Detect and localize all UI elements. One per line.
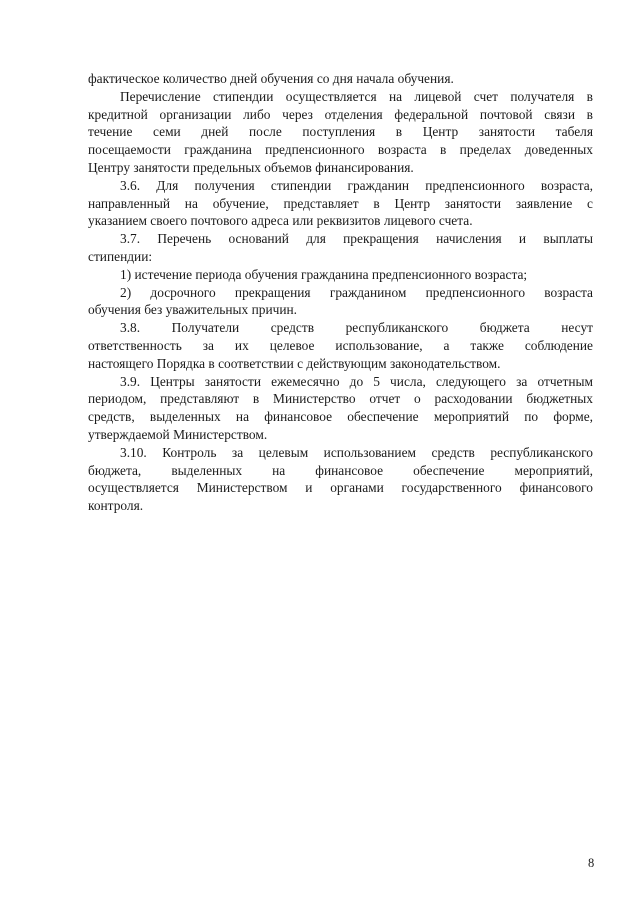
page-number: 8 <box>588 856 595 870</box>
paragraph-list-item-1 <box>88 266 593 284</box>
paragraph-list-item-2 <box>88 284 593 320</box>
paragraph-3-9 <box>88 373 593 444</box>
paragraph-3-10 <box>88 444 593 515</box>
text-line: посещаемости гражданина предпенсионного возраста в пределах доведенных <box>88 142 593 158</box>
text-line: осуществляется Министерством и органами государственного финансового <box>88 480 593 496</box>
text-line: утверждаемой Министерством. <box>88 426 268 442</box>
paragraph-3-8 <box>88 319 593 372</box>
text-line: периодом, представляют в Министерство отчет о расходовании бюджетных <box>88 391 593 407</box>
text-line: настоящего Порядка в соответствии с действующим законодательством. <box>88 355 501 371</box>
text-line: кредитной организации либо через отделения федеральной почтовой связи в <box>88 106 593 122</box>
text-line: 2) досрочного прекращения гражданином предпенсионного возраста <box>120 284 593 300</box>
text-line: обучения без уважительных причин. <box>88 302 298 318</box>
text-line: средств, выделенных на финансовое обеспечение мероприятий по форме, <box>88 409 593 425</box>
text-line: указанием своего почтового адреса или реквизитов лицевого счета. <box>88 213 473 229</box>
text-line: 3.6. Для получения стипендии гражданин предпенсионного возраста, <box>120 177 593 193</box>
paragraph-3-6 <box>88 177 593 230</box>
text-line: 3.7. Перечень оснований для прекращения начисления и выплаты <box>120 231 593 247</box>
text-line: ответственность за их целевое использование, а также соблюдение <box>88 337 593 353</box>
text-line: Центру занятости предельных объемов финансирования. <box>88 159 414 175</box>
text-line: 1) истечение периода обучения гражданина предпенсионного возраста; <box>120 266 528 282</box>
paragraph-3-7 <box>88 230 593 266</box>
text-line: стипендии: <box>88 248 153 264</box>
text-line: 3.10. Контроль за целевым использованием средств республиканского <box>120 444 593 460</box>
text-line: контроля. <box>88 498 144 514</box>
text-line: бюджета, выделенных на финансовое обеспечение мероприятий, <box>88 462 593 478</box>
text-line: Перечисление стипендии осуществляется на лицевой счет получателя в <box>120 88 593 104</box>
paragraph-intro <box>88 70 593 88</box>
text-line: 3.8. Получатели средств республиканского бюджета несут <box>120 320 593 336</box>
text-line: течение семи дней после поступления в Центр занятости табеля <box>88 124 593 140</box>
text-line: 3.9. Центры занятости ежемесячно до 5 числа, следующего за отчетным <box>120 373 593 389</box>
body-text <box>88 70 593 515</box>
text-line: направленный на обучение, представляет в Центр занятости заявление с <box>88 195 593 211</box>
text-line: фактическое количество дней обучения со дня начала обучения. <box>88 71 454 86</box>
paragraph-stipend-transfer <box>88 88 593 177</box>
